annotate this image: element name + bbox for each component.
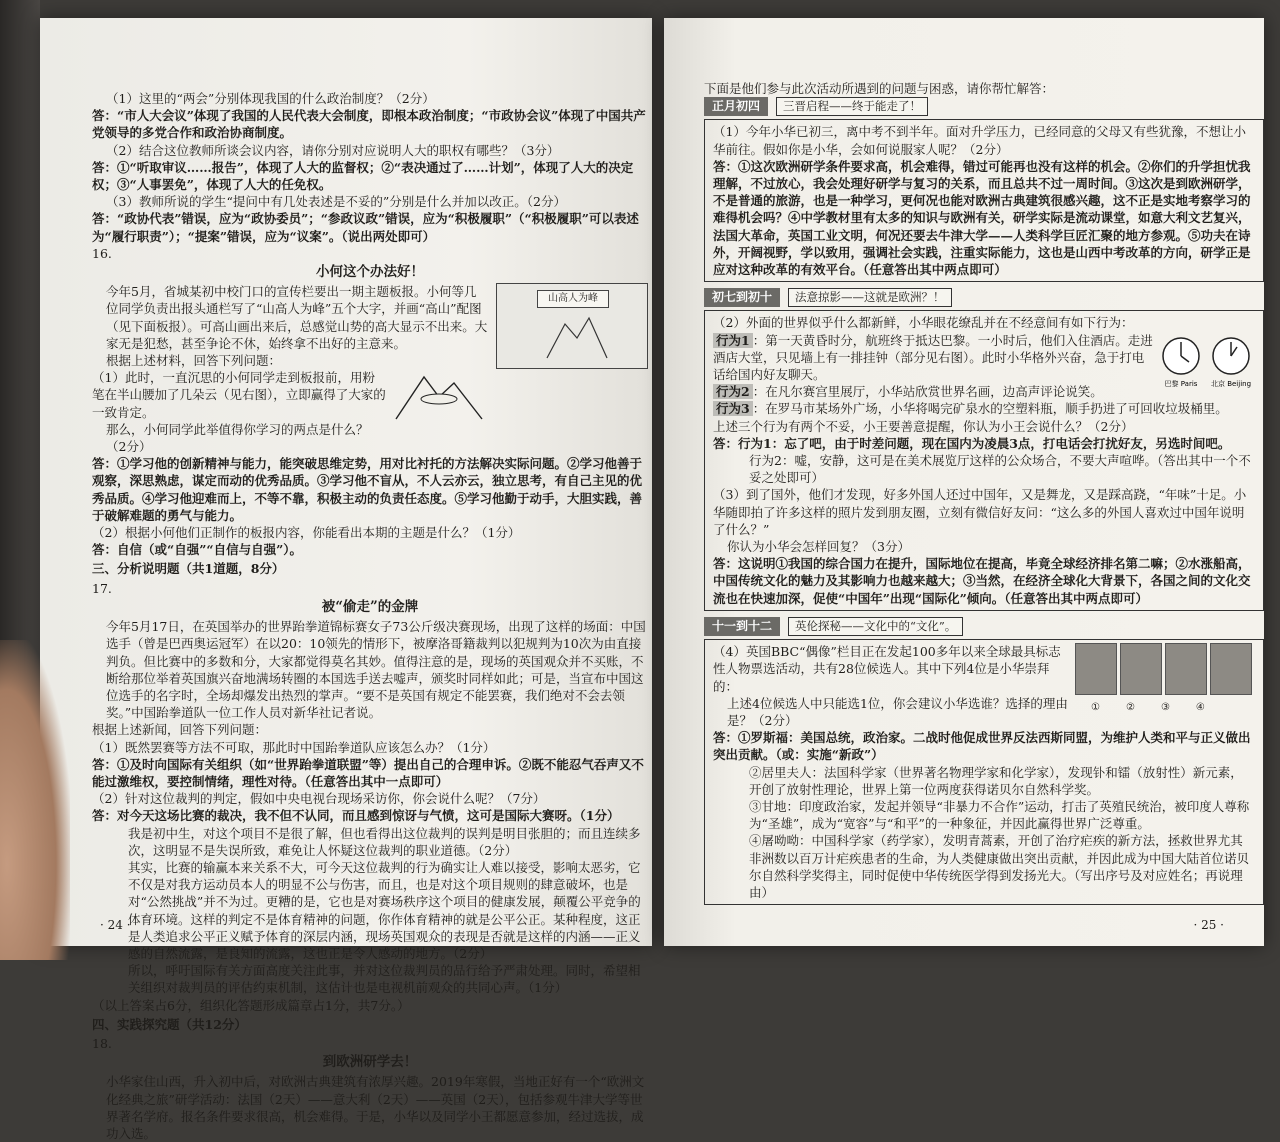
q17-2-answer-b: 我是初中生，对这个项目不是很了解，但也看得出这位裁判的误判是明目张胆的；而且连续多次，这明显不是失误所致，难免让人怀疑这位裁判的职业道德。（2分） (128, 825, 641, 858)
thumb (0, 640, 70, 960)
section-4-heading: 四、实践探究题（共12分） (92, 1016, 247, 1032)
q17-note: （以上答案占6分，组织化答题形成篇章占1分，共7分。） (92, 997, 410, 1013)
q17-2-answer-c: 其实，比赛的输赢本来关系不大，可今天这位裁判的行为确实让人难以接受，影响太恶劣，它不仅是对我方运动员本人的明显不公与伤害，而且，也是对这个项目规则的肆意破坏，也是对“公然挑战”并不为过。更糟的是，它也是对赛场秩序这个项目的健康发展，颠覆公平竞争的体育环境。这样的判定不是体育精神的问题，你作体育精神的就是公平公正。某种程度，这正是人类追求公平正义赋予体育的深层内涵，现场英国观众的表现是否就是这样的内涵——正义感的自然流露，是良知的流露，这也正是令人感动的地方。（2分） (128, 859, 641, 961)
portrait-label-3: ③ (1160, 702, 1196, 714)
tab-2-tag: 法意掠影——这就是欧洲？！ (788, 288, 952, 307)
section-3-heading: 三、分析说明题（共1道题，8分） (92, 561, 285, 577)
page-number-left: · 24 · (100, 918, 131, 932)
q3-question: 你认为小华会怎样回复？（3分） (727, 539, 910, 555)
clocks-figure (1159, 332, 1255, 394)
act-1-label: 行为1 (713, 333, 753, 348)
act-1-text: ：第一天黄昏时分，航班终于抵达巴黎。一小时后，他们入住酒店。走进酒店大堂，只见墙上有一排挂钟（部分见右图）。此时小华格外兴奋，急于打电话给国内好友聊天。 (713, 332, 1153, 383)
q1-answer: 答：①这次欧洲研学条件要求高，机会难得，错过可能再也没有这样的机会。②你们的升学担忧我理解，不过放心，我会处理好研学与复习的关系，而且总共不过一周时间。③这次是到欧洲研学，不是普通的旅游，也是一种学习，更何况也能对欧洲古典建筑很感兴趣，这不正是实地考察学习的难得机会吗？④中学教材里有太多的知识与欧洲有关，研学实际是流动课堂，如意大利文艺复兴，法国大革命，英国工业文明，何况还要去牛津大学——人类科学巨匠汇聚的地方参观。⑤功夫在诗外，开阔视野，学以致用，强调社会实践，注重实际能力，这也是山西中考改革的方向，研学正是应对这种改革的有效平台。（任意答出其中两点即可） (713, 158, 1251, 278)
q2-answer-1: 答：行为1：忘了吧，由于时差问题，现在国内为凌晨3点，打电话会打扰好友，另选时间吧。 (713, 435, 1231, 451)
q17-title: 被“偷走”的金牌 (321, 598, 419, 615)
q16-title: 小何这个办法好！ (316, 264, 424, 281)
act-3-text: ：在罗马市某场外广场，小华将喝完矿泉水的空塑料瓶，顺手扔进了可回收垃圾桶里。 (752, 401, 1228, 417)
portrait-label-1: ① (1091, 702, 1126, 714)
tab-3-tag: 英伦探秘——文化中的“文化”。 (788, 617, 963, 636)
portrait-1 (1075, 643, 1117, 695)
page-number-right: · 25 · (1193, 918, 1224, 932)
section-tab-3 (704, 617, 1264, 636)
q3-answer: 答：这说明①我国的综合国力在提升，国际地位在提高，毕竟全球经济排名第二嘛；②水涨船高，中国传统文化的魅力及其影响力也越来越大；③当然，在经济全球化大背景下，各国之间的文化交流也在快速加深，促使“中国年”出现“国际化”倾向。（任意答出其中两点即可） (713, 556, 1251, 606)
act-2-text: ：在凡尔赛宫里展厅，小华站欣赏世界名画，边高声评论说笑。 (752, 384, 1103, 400)
q15-1: （1）这里的“两会”分别体现我国的什么政治制度？（2分） (106, 91, 435, 106)
section-tab-1 (704, 97, 1264, 116)
blackboard-title: 山高人为峰 (537, 290, 609, 308)
q4-question: 上述4位候选人中只能选1位，你会建议小华选谁？选择的理由是？（2分） (727, 695, 1068, 728)
blackboard-figure (496, 283, 648, 369)
q15-3-answer: 答：“政协代表”错误，应为“政协委员”；“参政议政”错误，应为“积极履职”（“积极履职”可以表述为“履行职责”）；“提案”错误，应为“议案”。（说出两处即可） (92, 211, 639, 244)
q3: （3）到了国外，他们才发现，好多外国人还过中国年，又是舞龙，又是踩高跷，“年味”十足。小华随即拍了许多这样的照片发到朋友圈，立刻有微信好友问：“这么多的外国人喜欢过中国年说明了什么？” (713, 487, 1247, 537)
q15-3: （3）教师所说的学生“提问中有几处表述是不妥的”分别是什么并加以改正。（2分） (106, 194, 566, 210)
q17-1-answer: 答：①及时向国际有关组织（如“世界跆拳道联盟”等）提出自己的合理申诉。②既不能忍气吞声又不能过激维权，要控制情绪，理性对待。（任意答出其中一点即可） (92, 756, 644, 789)
q17-2-answer-d: 所以，呼吁国际有关方面高度关注此事，并对这位裁判员的品行给予严肃处理。同时，希望相关组织对裁判员的评估约束机制，这估计也是电视机前观众的共同心声。（1分） (128, 963, 641, 996)
right-page (664, 18, 1264, 946)
tab-2-label: 初七到初十 (704, 288, 780, 307)
left-page (40, 18, 652, 1141)
section-tab-2 (704, 288, 1264, 307)
q2-answer-2: 行为2：嘘，安静，这可是在美术展览厅这样的公众场合，不要大声喧哗。（答出其中一个不妥之处即可） (749, 453, 1251, 486)
act-2-label: 行为2 (713, 384, 753, 399)
q17-2: （2）针对这位裁判的判定，假如中央电视台现场采访你，你会说什么呢？（7分） (92, 791, 546, 807)
question-2-box (704, 310, 1264, 610)
portrait-2 (1120, 643, 1162, 695)
q4-answer-1: 答：①罗斯福：美国总统，政治家。二战时他促成世界反法西斯同盟，为维护人类和平与正义做出突出贡献。（或：实施“新政”） (713, 730, 1251, 763)
portrait-label-2: ② (1125, 702, 1161, 714)
q4-answer-2: ②居里夫人：法国科学家（世界著名物理学家和化学家），发现钋和镭（放射性）新元素，开创了放射性理论，世界上第一位两度获得诺贝尔自然科学奖。 (749, 764, 1243, 797)
q4-answer-4: ④屠呦呦：中国科学家（药学家），发明青蒿素，开创了治疗疟疾的新方法，拯救世界尤其非洲数以百万计疟疾患者的生命，为人类健康做出突出贡献，并因此成为中国大陆首位诺贝尔自然科学奖得主，同时促使中华传统医学得到发扬光大。（写出序号及对应姓名；再说理由） (749, 833, 1250, 900)
q16-intro: 根据上述材料，回答下列问题： (106, 353, 282, 369)
act-3-label: 行为3 (713, 401, 753, 416)
right-page-content (704, 80, 1264, 911)
q18-title: 到欧洲研学去！ (322, 1054, 418, 1071)
q17-2-answer-a: 答：对今天这场比赛的裁决，我不但不认同，而且感到惊讶与气愤，这可是国际大赛呀。（1分） (92, 808, 620, 824)
q15-2-answer: 答：①“听取审议……报告”，体现了人大的监督权；②“表决通过了……计划”，体现了人大的决定权；③“人事罢免”，体现了人大的任免权。 (92, 159, 634, 193)
left-page-content (92, 90, 648, 1142)
clock-1-label: 巴黎 Paris (1164, 379, 1198, 388)
q18-number: 18. (92, 1035, 112, 1051)
mountain-drawing (547, 314, 607, 360)
q16-1-answer: 答：①学习他的创新精神与能力，能突破思维定势，用对比衬托的方法解决实际问题。②学习他善于观察，深思熟虑，谋定而动的优秀品质。③学习他不盲从，不人云亦云，独立思考，有自己主见的优秀品质。④学习他迎难而上，不等不靠，积极主动的负责任态度。⑤学习他勤于动手，大胆实践，善于破解难题的勇气与能力。 (92, 456, 643, 523)
portrait-4 (1210, 643, 1252, 695)
q1: （1）今年小华已初三，离中考不到半年。面对升学压力，已经同意的父母又有些犹豫，不想让小华前往。假如你是小华，会如何说服家人呢？（2分） (713, 124, 1246, 157)
portrait-label-4: ④ (1195, 702, 1231, 714)
q4-answer-3: ③甘地：印度政治家，发起并领导“非暴力不合作”运动，打击了英殖民统治，被印度人尊称为“圣雄”，成为“宽容”与“和平”的一种象征，并因此赢得世界广泛尊重。 (749, 798, 1250, 832)
q15-1-answer: 答：“市人大会议”体现了我国的人民代表大会制度，即根本政治制度；“市政协会议”体现了中国共产党领导的多党合作和政治协商制度。 (92, 108, 646, 141)
question-1-box (704, 119, 1264, 282)
q2: （2）外面的世界似乎什么都新鲜，小华眼花缭乱并在不经意间有如下行为： (713, 315, 1134, 331)
q2-question: 上述三个行为有两个不妥，小王要善意提醒，你认为小王会说什么？（2分） (713, 418, 1134, 434)
portrait-3 (1165, 643, 1207, 695)
q16-1-question: 那么，小何同学此举值得你学习的两点是什么？（2分） (106, 421, 369, 455)
q16-1: （1）此时，一直沉思的小何同学走到板报前，用粉笔在半山腰加了几朵云（见右图），立即赢得了大家的一致肯定。 (92, 370, 386, 420)
tab-1-tag: 三晋启程——终于能走了！ (776, 97, 928, 116)
q15-2: （2）结合这位教师所谈会议内容，请你分别对应说明人大的职权有哪些？（3分） (106, 142, 560, 158)
q18-text: 小华家住山西，升入初中后，对欧洲古典建筑有浓厚兴趣。2019年寒假，当地正好有一个“欧洲文化经典之旅”研学活动：法国（2天）——意大利（2天）——英国（2天），包括参观牛津大学等世界著名学府。报名条件要求很高，机会难得。于是，小华以及同学小王都愿意参加，经过选拔，成功入选。 (106, 1074, 645, 1141)
clock-2-label: 北京 Beijing (1210, 379, 1252, 388)
question-4-box (704, 639, 1264, 905)
q16-2-answer: 答：自信（或“自强”“自信与自强”）。 (92, 542, 303, 558)
tab-3-label: 十一到十二 (704, 617, 780, 636)
q16-text: 今年5月，省城某初中校门口的宣传栏要出一期主题板报。小何等几位同学负责出报头通栏写了“山高人为峰”五个大字，并画“高山”配图（见下面板报）。可高山画出来后，总感觉山势的高大显示不出来。大家无是犯愁，甚至争论不休，始终拿不出好的主意来。 (106, 284, 488, 351)
q16-number: 16. (92, 245, 112, 261)
q17-1: （1）既然罢赛等方法不可取，那此时中国跆拳道队应该怎么办？（1分） (92, 739, 496, 755)
portraits-figure (1075, 643, 1255, 714)
q17-intro: 根据上述新闻，回答下列问题： (92, 722, 268, 738)
q17-number: 17. (92, 580, 112, 596)
right-header: 下面是他们参与此次活动所遇到的问题与困惑，请你帮忙解答： (704, 81, 1055, 96)
q4: （4）英国BBC“偶像”栏目正在发起100多年以来全球最具标志性人物票选活动，共有28位候选人。其中下列4位是小华崇拜的： (713, 644, 1061, 694)
mountain-cloud-sketch (394, 369, 484, 421)
q16-2: （2）根据小何他们正制作的板报内容，你能看出本期的主题是什么？（1分） (92, 525, 521, 541)
tab-1-label: 正月初四 (704, 97, 768, 116)
q17-text: 今年5月17日，在英国举办的世界跆拳道锦标赛女子73公斤级决赛现场，出现了这样的场面：中国选手（曾是巴西奥运冠军）在以20：10领先的情形下，被摩洛哥籍裁判以犯规判为10次为由直接判负。但比赛中的多数和分，大家都觉得莫名其妙。值得注意的是，现场的英国观众并不买账，不断给那位举着英国旗兴奋地满场转圈的本国选手送去嘘声，颁奖时同样如此；可是，当宣布中国这位选手的名字时，全场却爆发出热烈的掌声。“要不是英国有规定不能罢赛，我们绝对不会去领奖。”中国跆拳道队一位工作人员对新华社记者说。 (106, 619, 646, 721)
